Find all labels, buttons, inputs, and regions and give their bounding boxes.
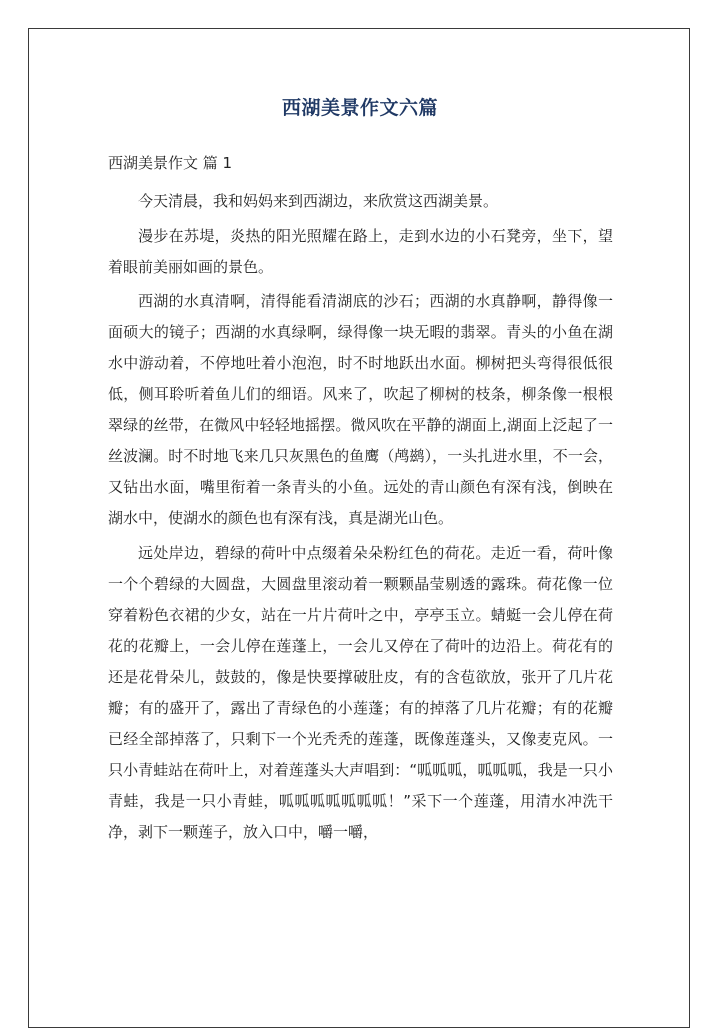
paragraph: 西湖的水真清啊，清得能看清湖底的沙石；西湖的水真静啊，静得像一面硕大的镜子；西湖的水真绿啊，绿得像一块无暇的翡翠。青头的小鱼在湖水中游动着，不停地吐着小泡泡，时不时地跃出水面。柳树把头弯得很低很低，侧耳聆听着鱼儿们的细语。风来了，吹起了柳树的枝条，柳条像一根根翠绿的丝带，在微风中轻轻地摇摆。微风吹在平静的湖面上,湖面上泛起了一丝波澜。时不时地飞来几只灰黑色的鱼鹰（鸬鹚），一头扎进水里，不一会，又钻出水面，嘴里衔着一条青头的小鱼。远处的青山颜色有深有浅，倒映在湖水中，使湖水的颜色也有深有浅，真是湖光山色。 — [108, 292, 613, 527]
paragraph: 漫步在苏堤，炎热的阳光照耀在路上，走到水边的小石凳旁，坐下，望着眼前美丽如画的景色。 — [108, 226, 613, 276]
paragraph: 远处岸边，碧绿的荷叶中点缀着朵朵粉红色的荷花。走近一看，荷叶像一个个碧绿的大圆盘，大圆盘里滚动着一颗颗晶莹剔透的露珠。荷花像一位穿着粉色衣裙的少女，站在一片片荷叶之中，亭亭玉立。蜻蜓一会儿停在荷花的花瓣上，一会儿停在莲蓬上，一会儿又停在了荷叶的边沿上。荷花有的还是花骨朵儿，鼓鼓的，像是快要撑破肚皮，有的含苞欲放，张开了几片花瓣；有的盛开了，露出了青绿色的小莲蓬；有的掉落了几片花瓣；有的花瓣已经全部掉落了，只剩下一个光秃秃的莲蓬，既像莲蓬头，又像麦克风。一只小青蛙站在荷叶上，对着莲蓬头大声唱到：“呱呱呱，呱呱呱，我是一只小青蛙，我是一只小青蛙，呱呱呱呱呱呱呱！”采下一个莲蓬，用清水冲洗干净，剥下一颗莲子，放入口中，嚼一嚼， — [108, 543, 613, 841]
section-heading: 西湖美景作文 篇 1 — [108, 154, 233, 172]
paragraph: 今天清晨，我和妈妈来到西湖边，来欣赏这西湖美景。 — [138, 192, 499, 210]
document-body — [108, 186, 613, 851]
document-title: 西湖美景作文六篇 — [281, 97, 438, 119]
